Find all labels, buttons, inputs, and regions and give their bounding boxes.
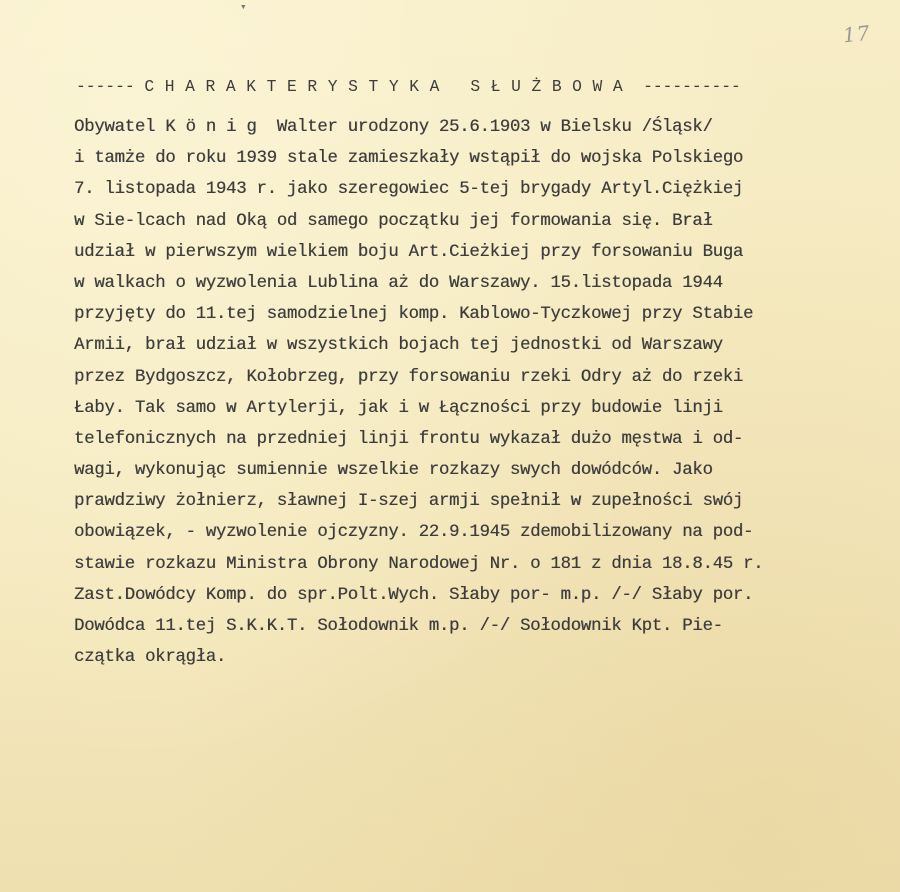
text-line: prawdziwy żołnierz, sławnej I-szej armji spełnił w zupełności swój xyxy=(74,492,743,512)
heading-trailing-dashes: ---------- xyxy=(643,77,741,96)
text-line: obowiązek, - wyzwolenie ojczyzny. 22.9.1945 zdemobilizowany na pod- xyxy=(74,523,754,543)
text-line: w walkach o wyzwolenia Lublina aż do Warszawy. 15.listopada 1944 xyxy=(74,273,723,293)
document-title: CHARAKTERYSTYKA SŁUŻBOWA xyxy=(144,77,634,96)
text-line: przyjęty do 11.tej samodzielnej komp. Kablowo-Tyczkowej przy Stabie xyxy=(74,305,754,325)
text-line: w Sie-lcach nad Oką od samego początku jej formowania się. Brał xyxy=(74,211,713,231)
text-line: udział w pierwszym wielkiem boju Art.Cieżkiej przy forsowaniu Buga xyxy=(74,242,743,262)
text-line: Łaby. Tak samo w Artylerji, jak i w Łączności przy budowie linji xyxy=(74,398,723,418)
text-line: stawie rozkazu Ministra Obrony Narodowej Nr. o 181 z dnia 18.8.45 r. xyxy=(74,554,764,574)
text-line: przez Bydgoszcz, Kołobrzeg, przy forsowaniu rzeki Odry aż do rzeki xyxy=(74,367,743,387)
document-heading xyxy=(76,76,866,98)
heading-leading-dashes: ------ xyxy=(76,77,135,96)
text-line: Armii, brał udział w wszystkich bojach tej jednostki od Warszawy xyxy=(74,336,723,356)
text-line: czątka okrągła. xyxy=(74,648,227,668)
text-line: telefonicznych na przedniej linji frontu wykazał dużo męstwa i od- xyxy=(74,429,743,449)
page-number: 17 xyxy=(841,20,872,48)
text-line: 7. listopada 1943 r. jako szeregowiec 5-tej brygady Artyl.Ciężkiej xyxy=(74,180,743,200)
text-line: Obywatel K ö n i g Walter urodzony 25.6.1903 w Bielsku /Śląsk/ xyxy=(74,118,713,137)
text-line: Zast.Dowódcy Komp. do spr.Polt.Wych. Słaby por- m.p. /-/ Słaby por. xyxy=(74,585,754,605)
text-line: Dowódca 11.tej S.K.K.T. Sołodownik m.p. /-/ Sołodownik Kpt. Pie- xyxy=(74,617,723,636)
staple-mark-icon: ▾ xyxy=(240,0,247,13)
document-body xyxy=(74,112,874,673)
text-line: i tamże do roku 1939 stale zamieszkały wstąpił do wojska Polskiego xyxy=(74,149,743,169)
text-line: wagi, wykonując sumiennie wszelkie rozkazy swych dowódców. Jako xyxy=(74,461,713,481)
